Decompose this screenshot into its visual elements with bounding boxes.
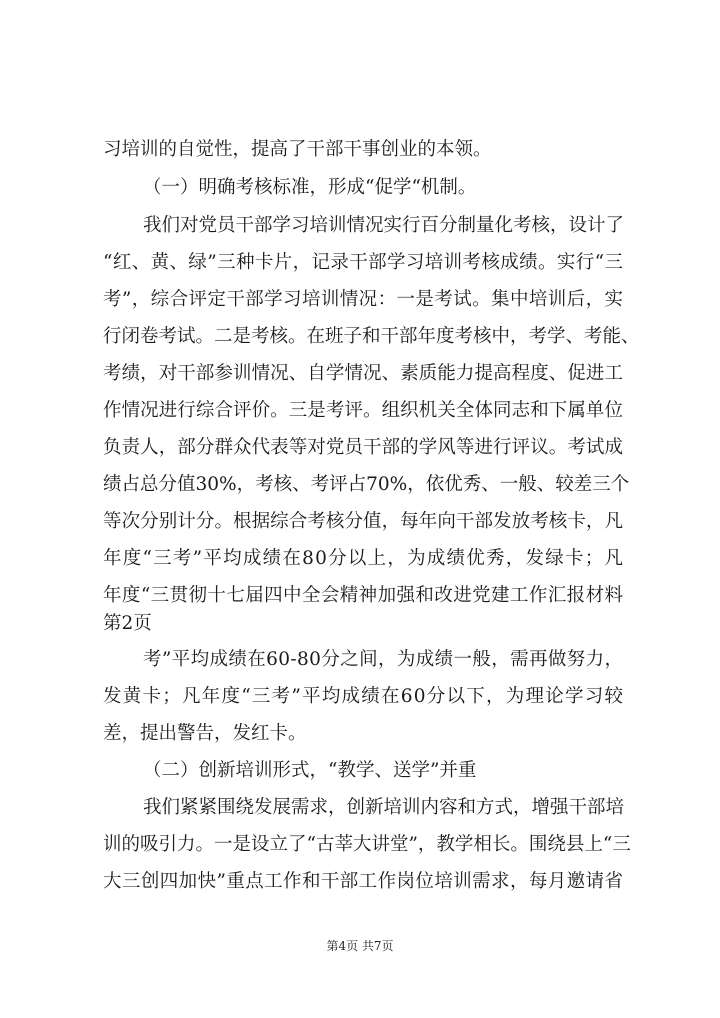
text-line: 等次分别计分。根据综合考核分值，每年向干部发放考核卡，凡	[103, 511, 624, 532]
page-footer: 第4页 共7页	[326, 939, 394, 953]
page-break-marker: 第2页	[103, 613, 152, 634]
text-line: （二）创新培训形式，“教学、送学”并重	[143, 760, 477, 781]
text-line: 年度“三考”平均成绩在80分以上，为成绩优秀，发绿卡；凡	[103, 548, 625, 569]
text-line: 行闭卷考试。二是考核。在班子和干部年度考核中，考学、考能、	[103, 326, 640, 347]
text-line: 考绩，对干部参训情况、自学情况、素质能力提高程度、促进工	[103, 363, 624, 384]
text-line: 我们紧紧围绕发展需求，创新培训内容和方式，增强干部培	[143, 797, 625, 818]
text-line: 大三创四加快”重点工作和干部工作岗位培训需求，每月邀请省	[103, 871, 624, 892]
text-line: 年度“三贯彻十七届四中全会精神加强和改进党建工作汇报材料	[103, 585, 624, 606]
text-line: 负责人，部分群众代表等对党员干部的学风等进行评议。考试成	[103, 437, 624, 458]
text-line: 绩占总分值30%，考核、考评占70%，依优秀、一般、较差三个	[103, 474, 630, 495]
text-line: 我们对党员干部学习培训情况实行百分制量化考核，设计了	[143, 215, 625, 236]
text-line: 差，提出警告，发红卡。	[103, 723, 307, 744]
text-line: 习培训的自觉性，提高了干部干事创业的本领。	[103, 139, 492, 160]
text-line: 考”平均成绩在60-80分之间，为成绩一般，需再做努力，	[143, 649, 624, 670]
text-line: “红、黄、绿”三种卡片，记录干部学习培训考核成绩。实行“三	[103, 252, 624, 273]
text-line: 作情况进行综合评价。三是考评。组织机关全体同志和下属单位	[103, 400, 624, 421]
text-line: （一）明确考核标准，形成“促学“机制。	[143, 177, 477, 198]
text-line: 发黄卡；凡年度“三考”平均成绩在60分以下，为理论学习较	[103, 686, 625, 707]
text-line: 考”，综合评定干部学习培训情况：一是考试。集中培训后，实	[103, 289, 624, 310]
text-line: 训的吸引力。一是设立了“古莘大讲堂”，教学相长。围绕县上“三	[103, 834, 631, 855]
